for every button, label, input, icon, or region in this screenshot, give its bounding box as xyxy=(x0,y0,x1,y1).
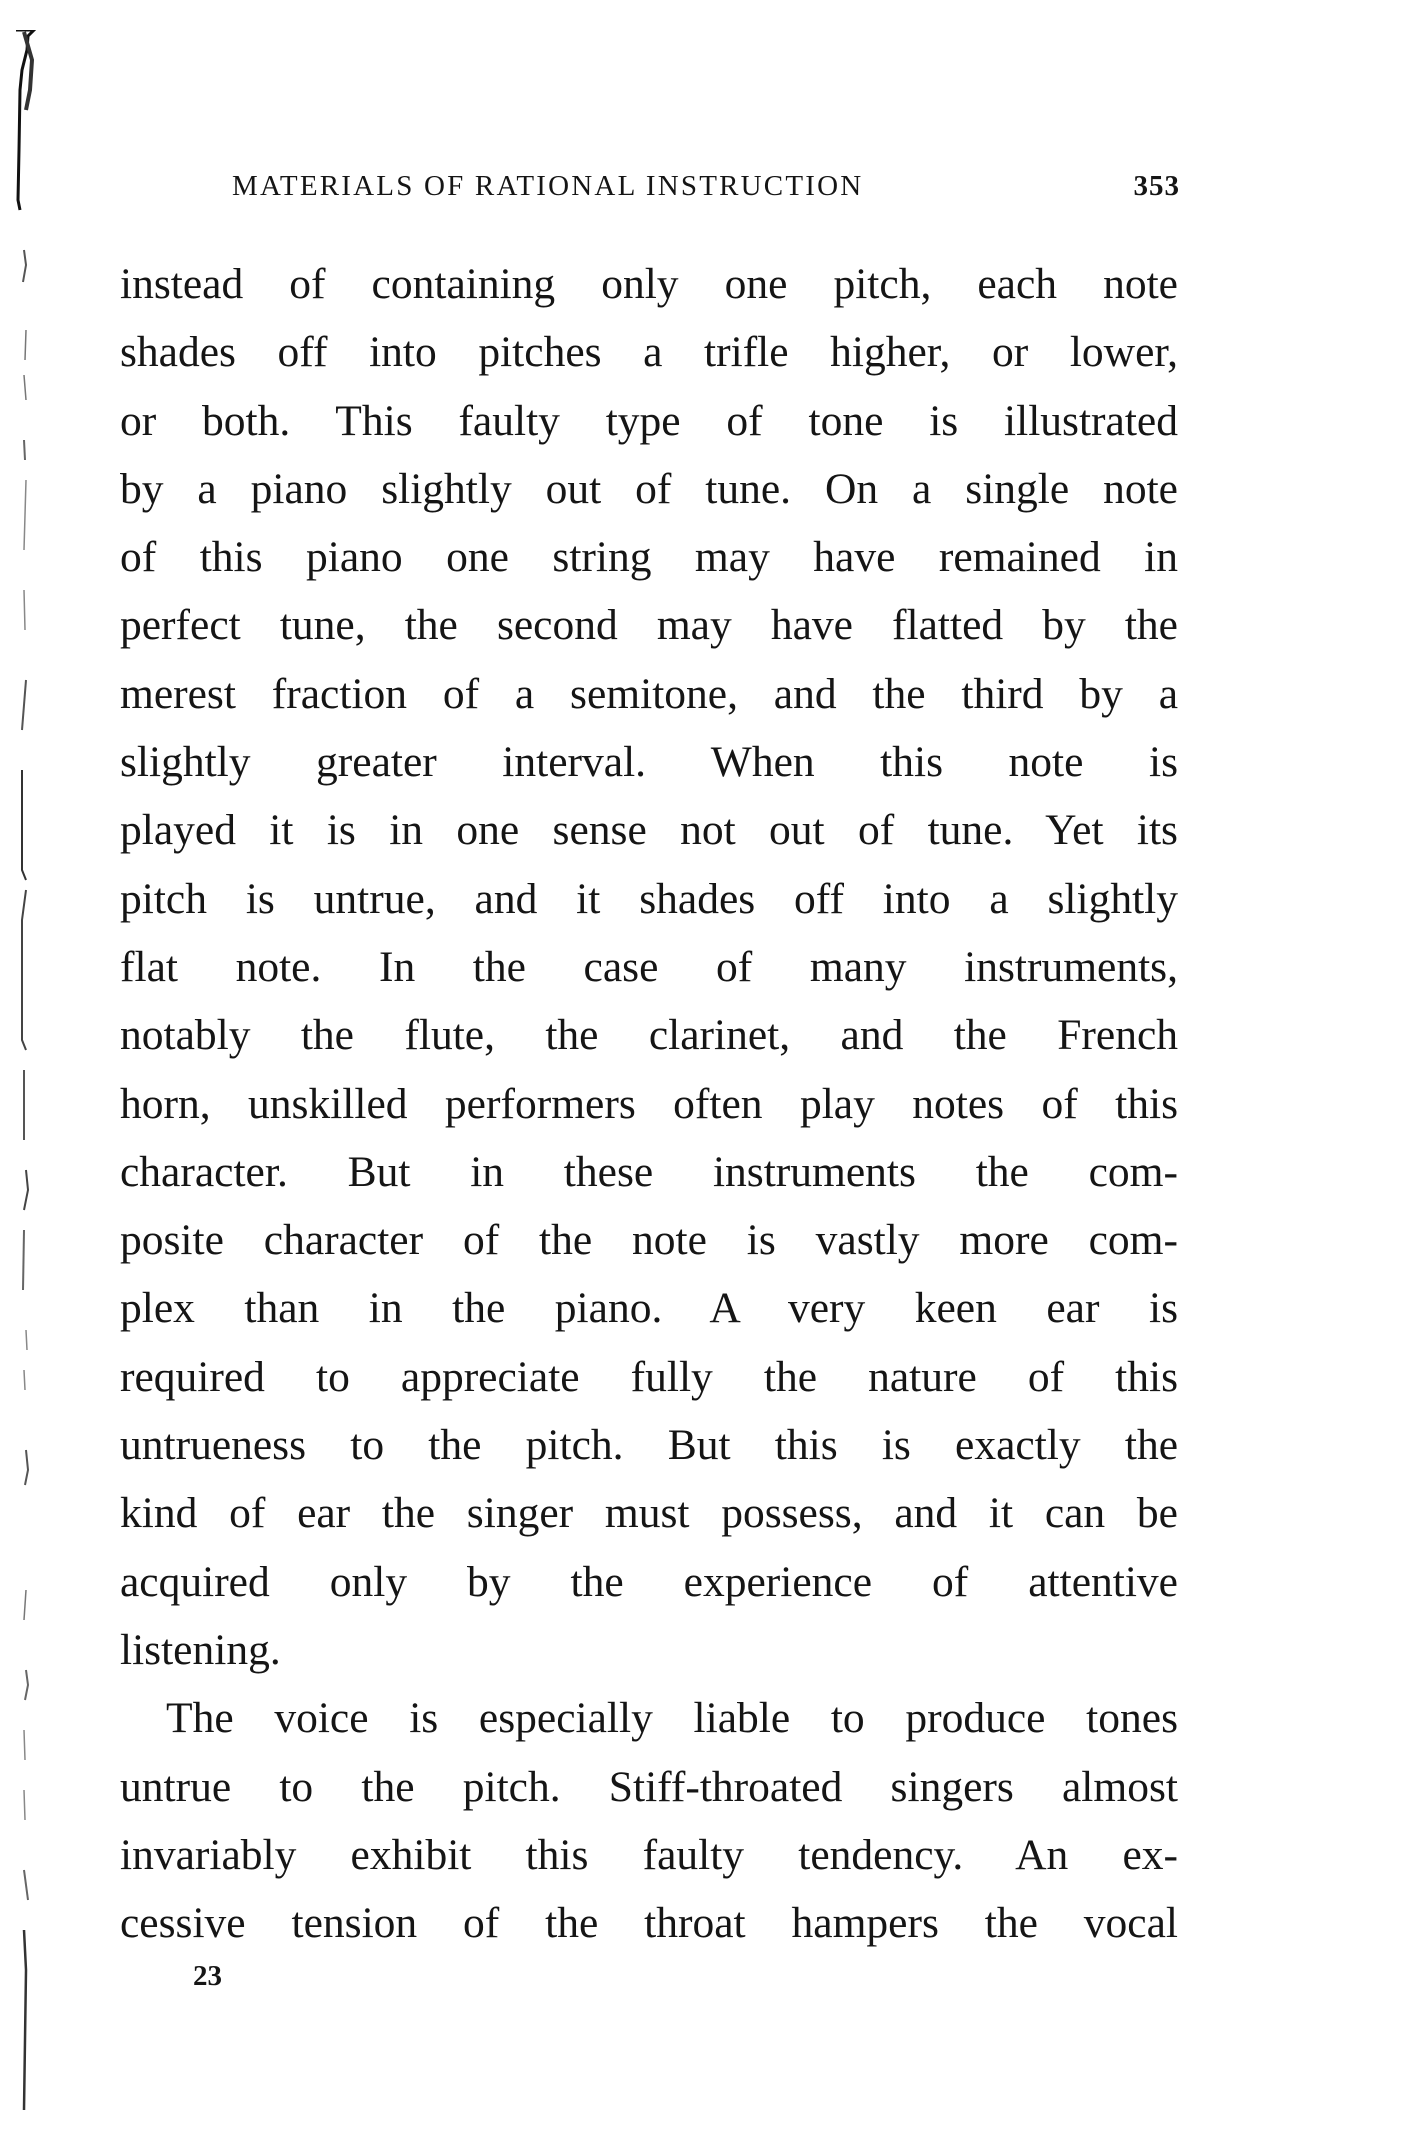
text-line: slightly greater interval. When this note is xyxy=(120,738,1178,787)
body-text xyxy=(120,250,1178,1957)
text-line: flat note. In the case of many instruments, xyxy=(120,942,1178,991)
text-line: untrue to the pitch. Stiff-throated singers almost xyxy=(120,1762,1178,1811)
paragraph xyxy=(120,250,1178,1684)
paragraph xyxy=(120,1684,1178,1957)
text-line: by a piano slightly out of tune. On a single note xyxy=(120,464,1178,513)
text-line: posite character of the note is vastly more com- xyxy=(120,1216,1178,1265)
text-line: pitch is untrue, and it shades off into a slightly xyxy=(120,874,1178,923)
text-line: invariably exhibit this faulty tendency. An ex- xyxy=(120,1830,1178,1879)
text-line: plex than in the piano. A very keen ear is xyxy=(120,1284,1178,1333)
text-line: cessive tension of the throat hampers the vocal xyxy=(120,1899,1178,1948)
text-line: character. But in these instruments the com- xyxy=(120,1147,1178,1196)
text-line: instead of containing only one pitch, each note xyxy=(120,260,1178,308)
text-line: required to appreciate fully the nature of this xyxy=(120,1352,1178,1401)
text-line: listening. xyxy=(120,1625,281,1674)
text-line: untrueness to the pitch. But this is exactly the xyxy=(120,1421,1178,1470)
page-number: 353 xyxy=(1133,170,1180,202)
text-line: notably the flute, the clarinet, and the French xyxy=(120,1011,1178,1060)
text-line: merest fraction of a semitone, and the third by a xyxy=(120,669,1178,718)
running-head-title: MATERIALS OF RATIONAL INSTRUCTION xyxy=(232,170,864,202)
binding-edge-marks xyxy=(14,30,40,2110)
text-line: shades off into pitches a trifle higher, or lower, xyxy=(120,328,1178,377)
text-line: acquired only by the experience of attentive xyxy=(120,1557,1178,1606)
text-line: horn, unskilled performers often play notes of this xyxy=(120,1079,1178,1128)
signature-mark: 23 xyxy=(193,1960,222,1992)
text-line: or both. This faulty type of tone is illustrated xyxy=(120,396,1178,445)
text-line: kind of ear the singer must possess, and it can be xyxy=(120,1489,1178,1538)
text-line: perfect tune, the second may have flatted by the xyxy=(120,601,1178,650)
text-line: of this piano one string may have remained in xyxy=(120,533,1178,582)
text-line: The voice is especially liable to produce tones xyxy=(166,1694,1178,1743)
text-line: played it is in one sense not out of tune. Yet its xyxy=(120,806,1178,855)
running-head xyxy=(232,170,1180,210)
